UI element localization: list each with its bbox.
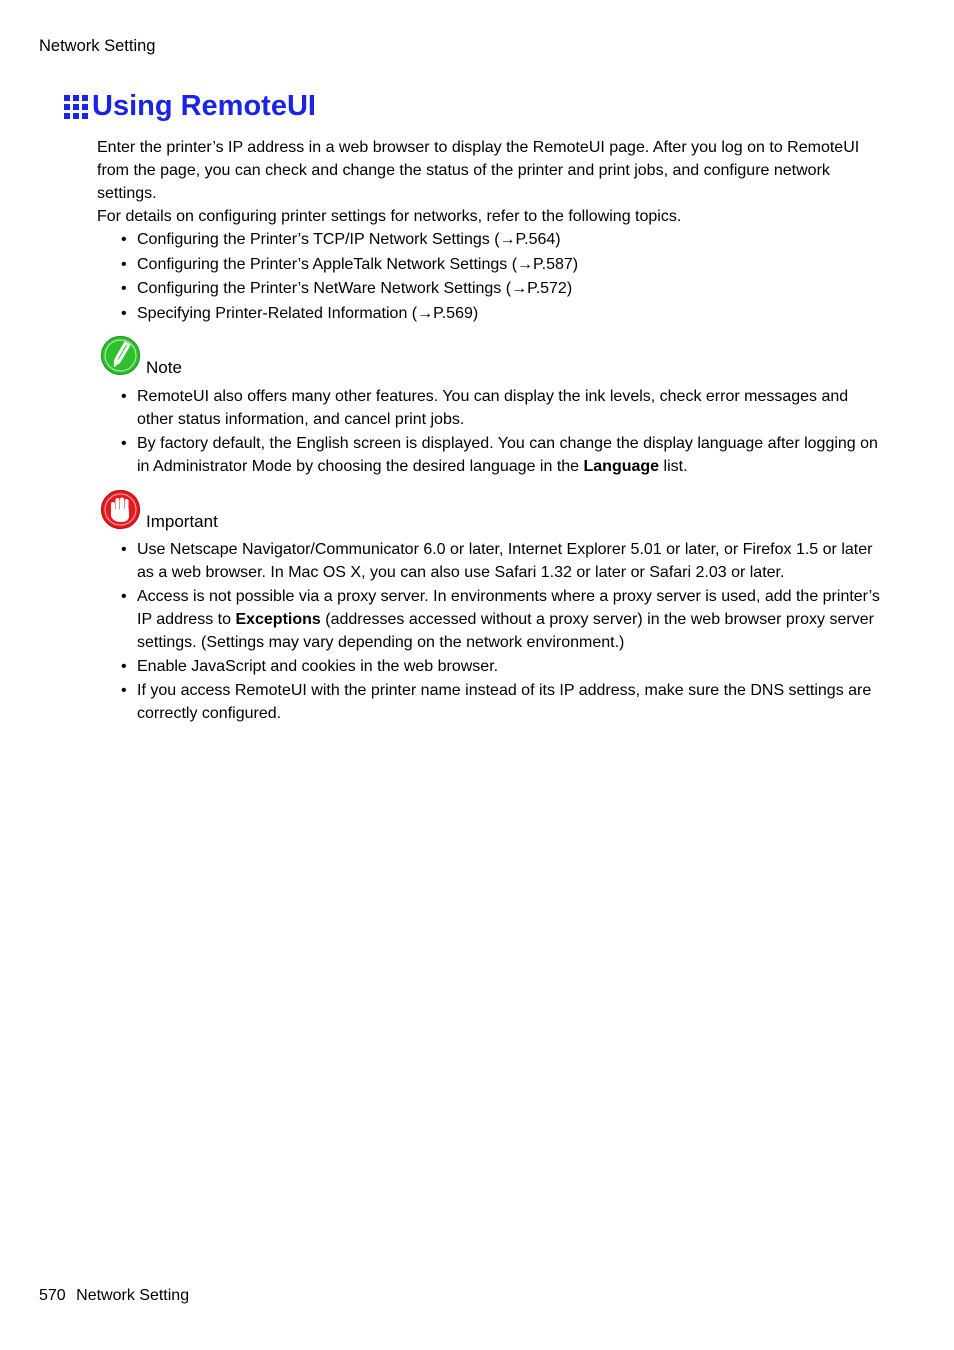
topic-list [97, 228, 887, 325]
language-term: Language [583, 458, 660, 475]
intro-paragraph: Enter the printer’s IP address in a web browser to display the RemoteUI page. After you log on to RemoteUI from the page, you can check and change the status of the printer and print jobs, and configure network settings. [97, 139, 860, 202]
topic-link[interactable]: • Configuring the Printer’s TCP/IP Network Settings (→P.564) [97, 228, 887, 251]
important-heading [100, 489, 218, 530]
stop-hand-icon [100, 489, 141, 530]
note-body [97, 385, 887, 479]
intro-block [97, 136, 887, 327]
intro-paragraph: For details on configuring printer settings for networks, refer to the following topics. [97, 208, 682, 225]
page-footer [39, 1287, 189, 1305]
important-item: • Enable JavaScript and cookies in the web browser. [97, 655, 887, 678]
exceptions-term: Exceptions [235, 611, 321, 628]
note-heading [100, 335, 182, 376]
note-label: Note [146, 358, 182, 377]
note-item: • By factory default, the English screen is displayed. You can change the display language after logging on in Administrator Mode by choosing the desired language in the Language list. [97, 432, 887, 478]
page-number: 570 [39, 1287, 66, 1304]
important-body [97, 538, 887, 726]
topic-link[interactable]: • Specifying Printer-Related Information (→P.569) [97, 302, 887, 325]
important-list [97, 538, 887, 725]
section-title [64, 88, 316, 124]
note-item: • RemoteUI also offers many other features. You can display the ink levels, check error messages and other status information, and cancel print jobs. [97, 385, 887, 431]
note-list [97, 385, 887, 478]
grid-menu-icon [64, 95, 88, 119]
important-item: • Access is not possible via a proxy server. In environments where a proxy server is used, add the printer’s IP address to Exceptions (addresses accessed without a proxy server) in the web browser proxy server settings. (Settings may vary depending on the network environment.) [97, 585, 887, 654]
footer-section-name: Network Setting [76, 1287, 190, 1304]
topic-link[interactable]: • Configuring the Printer’s AppleTalk Network Settings (→P.587) [97, 253, 887, 276]
topic-link[interactable]: • Configuring the Printer’s NetWare Network Settings (→P.572) [97, 277, 887, 300]
running-header: Network Setting [39, 37, 156, 55]
important-item: • Use Netscape Navigator/Communicator 6.0 or later, Internet Explorer 5.01 or later, or Firefox 1.5 or later as a web browser. In Mac OS X, you can also use Safari 1.32 or later or Safari 2.03 or later. [97, 538, 887, 584]
pencil-note-icon [100, 335, 141, 376]
important-item: • If you access RemoteUI with the printer name instead of its IP address, make sure the DNS settings are correctly configured. [97, 679, 887, 725]
section-title-text: Using RemoteUI [92, 90, 316, 122]
important-label: Important [146, 512, 218, 531]
